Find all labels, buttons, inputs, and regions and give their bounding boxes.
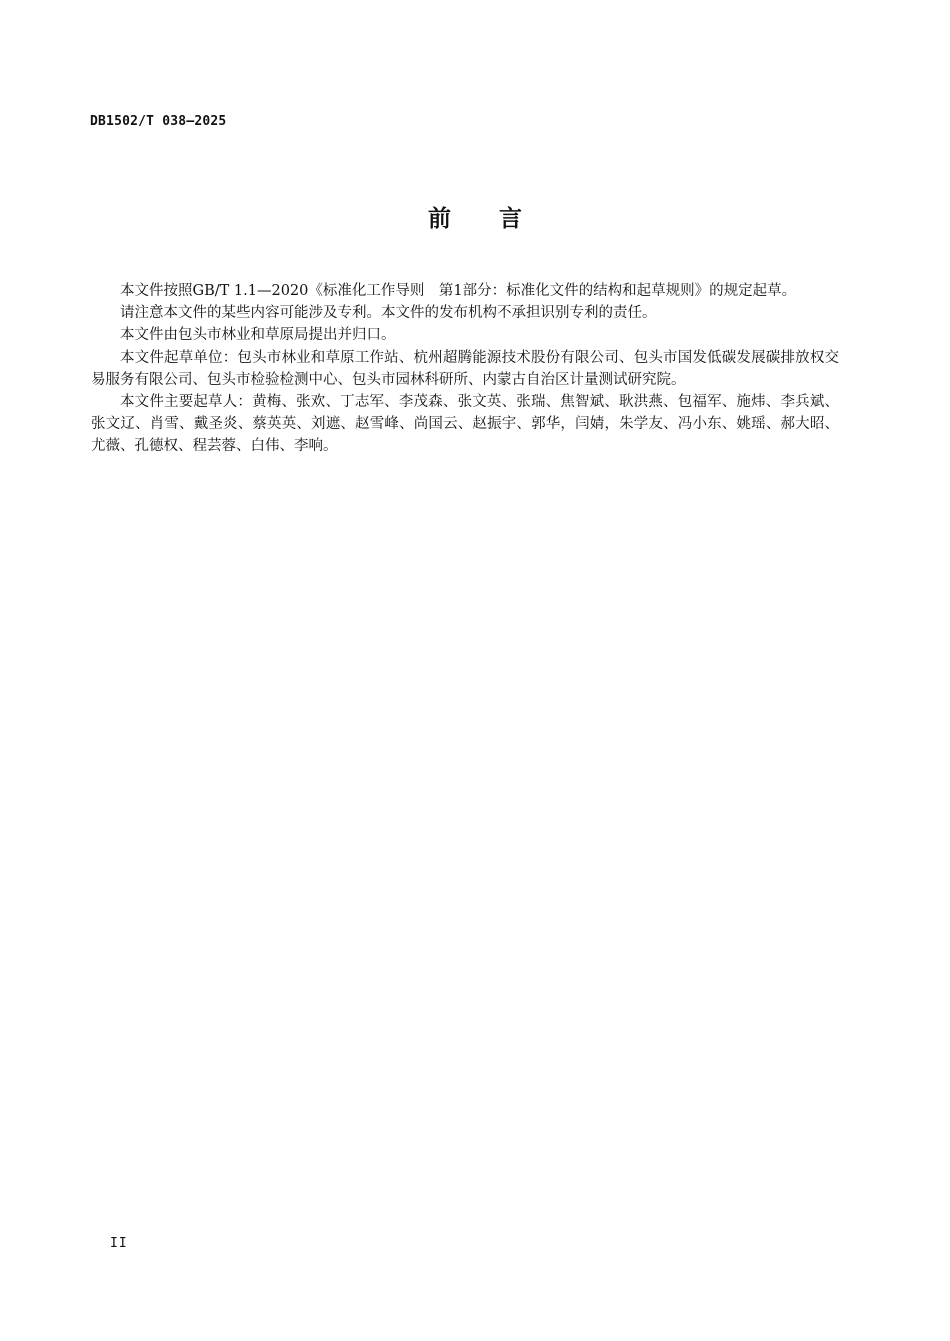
page-number: II <box>110 1236 128 1251</box>
paragraph-proposer: 本文件由包头市林业和草原局提出并归口。 <box>120 327 396 344</box>
document-code: DB1502/T 038—2025 <box>90 114 227 129</box>
page-title: 前言 <box>428 206 570 232</box>
foreword-body <box>91 280 839 458</box>
paragraph-drafting-units: 本文件起草单位：包头市林业和草原工作站、杭州超腾能源技术股份有限公司、包头市国发低碳发展碳排放权交易服务有限公司、包头市检验检测中心、包头市园林科研所、内蒙古自治区计量测试研究院。 <box>91 349 839 388</box>
paragraph-patent-notice: 请注意本文件的某些内容可能涉及专利。本文件的发布机构不承担识别专利的责任。 <box>120 305 657 322</box>
paragraph-drafting-rules: 本文件按照GB/T 1.1—2020《标准化工作导则 第1部分：标准化文件的结构和起草规则》的规定起草。 <box>120 283 797 299</box>
paragraph-drafters: 本文件主要起草人：黄梅、张欢、丁志军、李茂森、张文英、张瑞、焦智斌、耿洪燕、包福军、施炜、李兵斌、张文辽、肖雪、戴圣炎、蔡英英、刘遮、赵雪峰、尚国云、赵振宇、郭华，闫婧，朱学友、冯小东、姚瑶、郝大昭、尤薇、孔德权、程芸蓉、白伟、李响。 <box>91 394 839 455</box>
